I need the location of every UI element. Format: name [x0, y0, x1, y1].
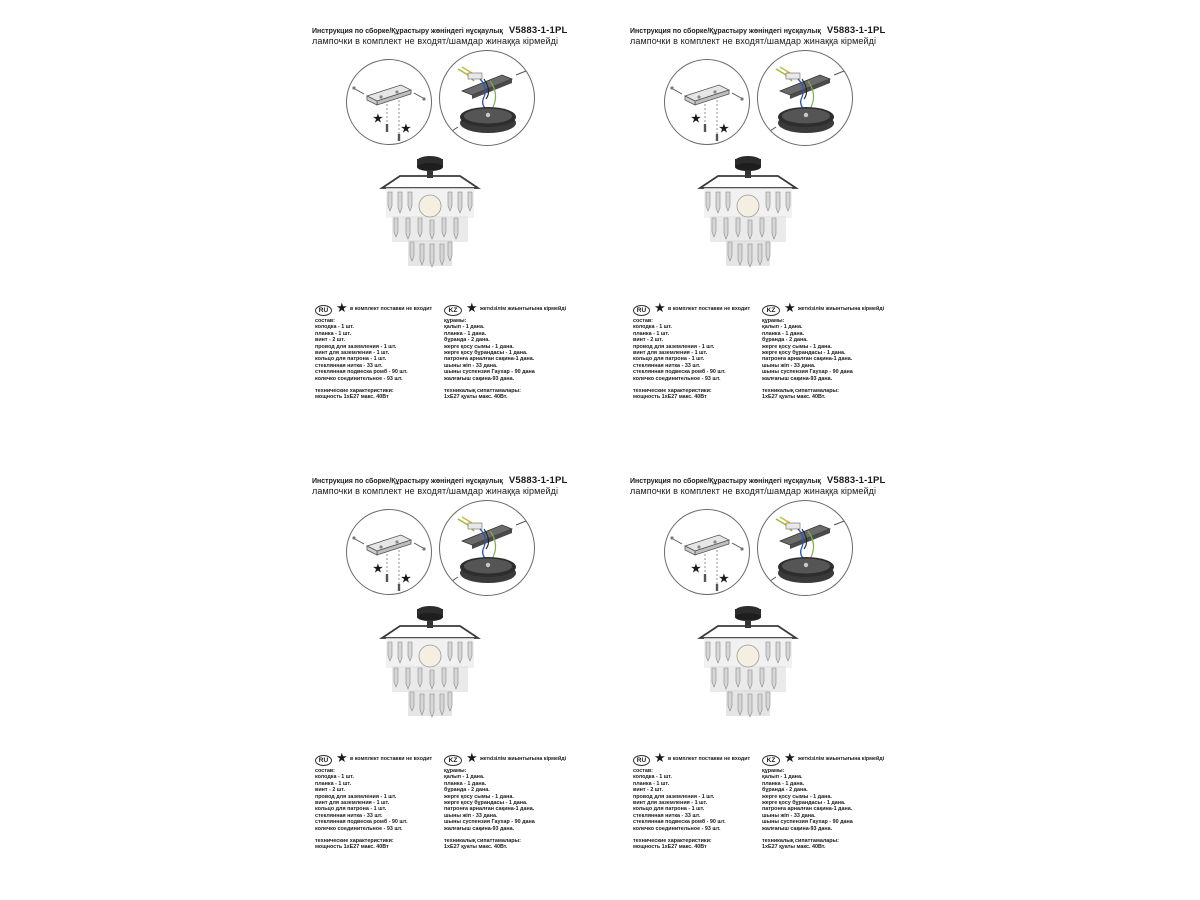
ru-part-item: стеклянная подвеска ромб - 90 шт. [633, 819, 726, 826]
ru-specs-value: мощность 1хE27 макс. 40Вт [633, 844, 707, 851]
instruction-sheet [628, 472, 1188, 892]
kz-part-item: патронға арналған сақина-1 дана. [444, 356, 535, 363]
ru-part-item: планка - 1 шт. [633, 780, 670, 787]
bulbs-not-included-note: лампочки в комплект не входят/шамдар жинаққа кірмейді [630, 36, 877, 46]
ru-language-badge: RU [315, 305, 332, 316]
model-number: V5883-1-1PL [826, 25, 886, 36]
kz-part-item: шыны суспензия Гаухар - 90 дана [444, 369, 535, 376]
kz-parts-title: құрамы: [444, 318, 467, 324]
kz-part-item: жалғағыш сақина-93 дана. [444, 825, 515, 832]
chandelier-icon [378, 602, 482, 722]
instruction-sheet [628, 22, 1188, 442]
kz-language-badge: KZ [444, 305, 462, 316]
ru-part-item: винт для заземления - 1 шт. [633, 350, 708, 357]
star-icon: ★ [784, 750, 796, 765]
star-icon: ★ [654, 750, 666, 765]
ru-part-item: колодка - 1 шт. [633, 774, 672, 781]
ru-part-item: винт для заземления - 1 шт. [633, 800, 708, 807]
kz-part-item: патронға арналған сақина-1 дана. [444, 806, 535, 813]
not-included-star-icon: ★ [691, 563, 701, 575]
chandelier-illustration [696, 152, 800, 272]
ru-language-badge: RU [633, 755, 650, 766]
ru-part-item: провод для заземления - 1 шт. [633, 343, 715, 350]
kz-part-item: жерге қосу бұрандасы - 1 дана. [762, 350, 846, 357]
kz-part-item: жерге қосу бұрандасы - 1 дана. [444, 350, 528, 357]
kz-part-item: жалғағыш сақина-93 дана. [762, 375, 833, 382]
mounting-plate-icon [347, 60, 431, 144]
ru-specs-column [315, 768, 408, 851]
kz-parts-title: құрамы: [444, 768, 467, 774]
canopy-wiring-icon [758, 51, 852, 145]
kz-part-item: бұранда - 2 дана. [762, 337, 808, 344]
ru-part-item: стеклянная нитка - 33 шт. [315, 812, 383, 819]
wiring-connection-diagram [757, 500, 853, 596]
ru-part-item: винт - 2 шт. [315, 787, 345, 794]
kz-parts-title: құрамы: [762, 768, 785, 774]
kz-part-item: қалып - 1 дана. [444, 774, 485, 781]
ru-specs-title: технические характеристики: [633, 838, 712, 845]
instruction-title: Инструкция по сборке/Құрастыру жөніндегі нұсқаулық V5883-1-1PL [630, 475, 886, 486]
ru-part-item: стеклянная нитка - 33 шт. [633, 362, 701, 369]
ru-part-item: кольцо для патрона - 1 шт. [633, 356, 705, 363]
not-included-star-icon: ★ [373, 113, 383, 125]
ru-parts-title: состав: [315, 768, 335, 774]
ru-part-item: планка - 1 шт. [633, 330, 670, 337]
kz-not-included-note: жеткізілім жиынтығына кірмейді [480, 756, 567, 762]
star-icon: ★ [466, 750, 478, 765]
ru-not-included-note: в комплект поставки не входит [668, 306, 751, 312]
kz-part-item: планка - 1 дана. [762, 330, 805, 337]
kz-part-item: патронға арналған сақина-1 дана. [762, 356, 853, 363]
ru-part-item: провод для заземления - 1 шт. [633, 793, 715, 800]
ru-specs-column [633, 318, 726, 401]
kz-part-item: шыны жіп - 33 дана. [762, 812, 816, 819]
ru-language-badge: RU [315, 755, 332, 766]
canopy-wiring-icon [440, 51, 534, 145]
ru-part-item: колодка - 1 шт. [315, 324, 354, 331]
ru-part-item: планка - 1 шт. [315, 330, 352, 337]
ru-not-included-note: в комплект поставки не входит [350, 306, 433, 312]
bulbs-not-included-note: лампочки в комплект не входят/шамдар жинаққа кірмейді [312, 486, 559, 496]
kz-specs-title: техникалық сипаттамалары: [444, 838, 521, 845]
ru-part-item: стеклянная нитка - 33 шт. [315, 362, 383, 369]
ru-part-item: колечко соединительное - 93 шт. [633, 825, 721, 832]
kz-not-included-note: жеткізілім жиынтығына кірмейді [798, 306, 885, 312]
ru-not-included-note: в комплект поставки не входит [668, 756, 751, 762]
ru-part-item: кольцо для патрона - 1 шт. [633, 806, 705, 813]
ru-part-item: стеклянная подвеска ромб - 90 шт. [633, 369, 726, 376]
chandelier-icon [378, 152, 482, 272]
kz-specs-column [444, 768, 535, 851]
not-included-star-icon: ★ [401, 573, 411, 585]
ru-part-item: стеклянная подвеска ромб - 90 шт. [315, 819, 408, 826]
mounting-bracket-diagram [664, 509, 750, 595]
kz-part-item: жерге қосу сымы - 1 дана. [762, 343, 832, 350]
chandelier-icon [696, 602, 800, 722]
mounting-plate-icon [347, 510, 431, 594]
ru-parts-title: состав: [315, 318, 335, 324]
ru-specs-title: технические характеристики: [315, 388, 394, 395]
kz-part-item: бұранда - 2 дана. [762, 787, 808, 794]
instruction-title: Инструкция по сборке/Құрастыру жөніндегі нұсқаулық V5883-1-1PL [312, 25, 568, 36]
kz-part-item: бұранда - 2 дана. [444, 787, 490, 794]
chandelier-icon [696, 152, 800, 272]
wiring-connection-diagram [757, 50, 853, 146]
not-included-star-icon: ★ [719, 123, 729, 135]
kz-part-item: шыны суспензия Гаухар - 90 дана [762, 369, 853, 376]
star-icon: ★ [466, 300, 478, 315]
kz-part-item: жалғағыш сақина-93 дана. [762, 825, 833, 832]
kz-part-item: патронға арналған сақина-1 дана. [762, 806, 853, 813]
canopy-wiring-icon [440, 501, 534, 595]
kz-language-badge: KZ [762, 305, 780, 316]
mounting-bracket-diagram [664, 59, 750, 145]
instruction-title: Инструкция по сборке/Құрастыру жөніндегі нұсқаулық V5883-1-1PL [630, 25, 886, 36]
kz-not-included-note: жеткізілім жиынтығына кірмейді [480, 306, 567, 312]
ru-parts-title: состав: [633, 768, 653, 774]
ru-part-item: стеклянная подвеска ромб - 90 шт. [315, 369, 408, 376]
kz-parts-title: құрамы: [762, 318, 785, 324]
ru-not-included-note: в комплект поставки не входит [350, 756, 433, 762]
kz-part-item: планка - 1 дана. [444, 330, 487, 337]
kz-part-item: планка - 1 дана. [444, 780, 487, 787]
ru-specs-column [315, 318, 408, 401]
mounting-bracket-diagram [346, 509, 432, 595]
kz-language-badge: KZ [762, 755, 780, 766]
kz-part-item: бұранда - 2 дана. [444, 337, 490, 344]
kz-specs-column [444, 318, 535, 401]
ru-part-item: кольцо для патрона - 1 шт. [315, 356, 387, 363]
kz-specs-column [762, 318, 853, 401]
bulbs-not-included-note: лампочки в комплект не входят/шамдар жинаққа кірмейді [312, 36, 559, 46]
ru-part-item: винт - 2 шт. [633, 787, 663, 794]
mounting-plate-icon [665, 510, 749, 594]
wiring-connection-diagram [439, 500, 535, 596]
model-number: V5883-1-1PL [508, 25, 568, 36]
ru-part-item: колечко соединительное - 93 шт. [315, 825, 403, 832]
ru-part-item: провод для заземления - 1 шт. [315, 793, 397, 800]
bulbs-not-included-note: лампочки в комплект не входят/шамдар жинаққа кірмейді [630, 486, 877, 496]
star-icon: ★ [336, 750, 348, 765]
ru-specs-value: мощность 1хE27 макс. 40Вт [315, 394, 389, 401]
kz-part-item: жерге қосу сымы - 1 дана. [762, 793, 832, 800]
ru-specs-value: мощность 1хE27 макс. 40Вт [315, 844, 389, 851]
kz-specs-value: 1хE27 қуаты макс. 40Вт. [444, 394, 508, 401]
not-included-star-icon: ★ [719, 573, 729, 585]
ru-part-item: винт - 2 шт. [315, 337, 345, 344]
model-number: V5883-1-1PL [826, 475, 886, 486]
kz-part-item: жерге қосу бұрандасы - 1 дана. [444, 800, 528, 807]
not-included-star-icon: ★ [691, 113, 701, 125]
star-icon: ★ [784, 300, 796, 315]
kz-part-item: шыны суспензия Гаухар - 90 дана [762, 819, 853, 826]
kz-specs-value: 1хE27 қуаты макс. 40Вт. [762, 844, 826, 851]
ru-part-item: кольцо для патрона - 1 шт. [315, 806, 387, 813]
kz-part-item: қалып - 1 дана. [762, 774, 803, 781]
ru-part-item: колодка - 1 шт. [633, 324, 672, 331]
ru-part-item: стеклянная нитка - 33 шт. [633, 812, 701, 819]
instruction-title: Инструкция по сборке/Құрастыру жөніндегі нұсқаулық V5883-1-1PL [312, 475, 568, 486]
kz-specs-title: техникалық сипаттамалары: [762, 838, 839, 845]
ru-specs-column [633, 768, 726, 851]
ru-part-item: колечко соединительное - 93 шт. [633, 375, 721, 382]
kz-part-item: қалып - 1 дана. [762, 324, 803, 331]
kz-part-item: планка - 1 дана. [762, 780, 805, 787]
ru-part-item: винт для заземления - 1 шт. [315, 800, 390, 807]
not-included-star-icon: ★ [401, 123, 411, 135]
chandelier-illustration [378, 602, 482, 722]
ru-part-item: колечко соединительное - 93 шт. [315, 375, 403, 382]
ru-parts-title: состав: [633, 318, 653, 324]
not-included-star-icon: ★ [373, 563, 383, 575]
kz-part-item: шыны жіп - 33 дана. [444, 362, 498, 369]
ru-part-item: планка - 1 шт. [315, 780, 352, 787]
kz-not-included-note: жеткізілім жиынтығына кірмейді [798, 756, 885, 762]
kz-part-item: жерге қосу сымы - 1 дана. [444, 793, 514, 800]
ru-specs-title: технические характеристики: [315, 838, 394, 845]
kz-part-item: қалып - 1 дана. [444, 324, 485, 331]
ru-part-item: колодка - 1 шт. [315, 774, 354, 781]
model-number: V5883-1-1PL [508, 475, 568, 486]
wiring-connection-diagram [439, 50, 535, 146]
star-icon: ★ [654, 300, 666, 315]
mounting-bracket-diagram [346, 59, 432, 145]
ru-specs-value: мощность 1хE27 макс. 40Вт [633, 394, 707, 401]
kz-part-item: шыны жіп - 33 дана. [444, 812, 498, 819]
kz-specs-title: техникалық сипаттамалары: [444, 388, 521, 395]
star-icon: ★ [336, 300, 348, 315]
kz-part-item: жерге қосу бұрандасы - 1 дана. [762, 800, 846, 807]
kz-part-item: жерге қосу сымы - 1 дана. [444, 343, 514, 350]
kz-specs-value: 1хE27 қуаты макс. 40Вт. [762, 394, 826, 401]
ru-part-item: винт для заземления - 1 шт. [315, 350, 390, 357]
canopy-wiring-icon [758, 501, 852, 595]
kz-part-item: жалғағыш сақина-93 дана. [444, 375, 515, 382]
mounting-plate-icon [665, 60, 749, 144]
ru-part-item: провод для заземления - 1 шт. [315, 343, 397, 350]
kz-language-badge: KZ [444, 755, 462, 766]
ru-specs-title: технические характеристики: [633, 388, 712, 395]
chandelier-illustration [378, 152, 482, 272]
kz-part-item: шыны жіп - 33 дана. [762, 362, 816, 369]
ru-part-item: винт - 2 шт. [633, 337, 663, 344]
ru-language-badge: RU [633, 305, 650, 316]
kz-specs-value: 1хE27 қуаты макс. 40Вт. [444, 844, 508, 851]
kz-specs-title: техникалық сипаттамалары: [762, 388, 839, 395]
kz-specs-column [762, 768, 853, 851]
kz-part-item: шыны суспензия Гаухар - 90 дана [444, 819, 535, 826]
chandelier-illustration [696, 602, 800, 722]
